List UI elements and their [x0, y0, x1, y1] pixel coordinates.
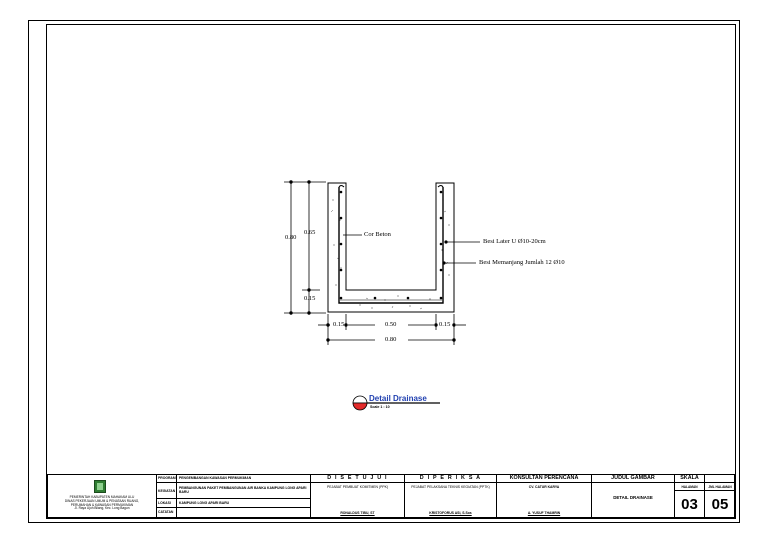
dim-right-wall: 0.15: [439, 321, 451, 328]
detail-title: Detail Drainase: [369, 394, 427, 403]
disetujui-header: D I S E T U J U I: [311, 474, 405, 483]
konsultan-name: A. YUSUF THAMRIN: [527, 511, 561, 515]
diperiksa-cell: [405, 483, 497, 518]
row-value-kegiatan: PEMBANGUNAN PAKET PEMBANGUNAN AIR BANKA KAMPUNG LONG APARI BARU: [177, 483, 311, 499]
jumlah-halaman-label: JML HALAMAN: [705, 483, 735, 491]
skala-value-cell: [705, 474, 735, 483]
label-besi-later: Besi Later U Ø10-20cm: [483, 238, 546, 245]
agency-cell: [47, 474, 157, 518]
diperiksa-header: D I P E R I K S A: [405, 474, 497, 483]
label-besi-memanjang: Besi Memanjang Jumlah 12 Ø10: [479, 259, 565, 266]
konsultan-company: CV. CATUR KARYA: [528, 485, 560, 489]
agency-logo-icon: [94, 480, 106, 493]
row-key-program: PROGRAM: [157, 474, 177, 483]
row-key-kegiatan: KEGIATAN: [157, 483, 177, 499]
row-value-program: PENGEMBANGAN KAWASAN PERMUKIMAN: [177, 474, 311, 483]
agency-line-3: PERUMAHAN & KAWASAN PERMUKIMAN: [70, 502, 134, 507]
agency-line-1: PEMERINTAH KABUPATEN MAHAKAM ULU: [69, 495, 135, 499]
stirrup-u-bar: [339, 187, 443, 303]
disetujui-name: RONALDUS TIBU, ST: [340, 511, 375, 515]
detail-scale: Scale 1 : 10: [370, 405, 390, 409]
halaman-label: HALAMAN: [675, 483, 705, 491]
title-block: [47, 474, 735, 518]
judul-header: JUDUL GAMBAR: [592, 474, 675, 483]
leader-lines: [343, 235, 480, 264]
label-cor-beton: Cor Beton: [364, 231, 391, 238]
disetujui-cell: [311, 483, 405, 518]
konsultan-cell: [497, 483, 592, 518]
row-value-catatan: [177, 508, 311, 518]
disetujui-role: PEJABAT PEMBUAT KOMITMEN (PPK): [327, 485, 388, 489]
jumlah-halaman-number: 05: [711, 496, 729, 513]
diperiksa-role: PEJABAT PELAKSANA TEKNIS KEGIATAN (PPTK): [411, 485, 490, 489]
row-key-catatan: CATATAN: [157, 508, 177, 518]
dim-base-thickness: 0.15: [304, 295, 316, 302]
dim-inner-width: 0.50: [385, 321, 397, 328]
row-value-lokasi: KAMPUNG LONG APARI BARU: [177, 499, 311, 508]
agency-line-2: DINAS PEKERJAAN UMUM & PENATAAN RUANG,: [64, 498, 140, 503]
agency-line-4: Jl. Raya Ujoh Bilang, Kec. Long Bagun: [74, 506, 130, 511]
diperiksa-name: KRISTOFORUS ASI, S.Sos: [429, 511, 472, 515]
skala-header: SKALA: [675, 474, 705, 483]
dim-total-height: 0.80: [285, 234, 297, 241]
halaman-number: 03: [675, 491, 705, 518]
longitudinal-bars: [340, 191, 443, 300]
judul-cell: [592, 483, 675, 518]
dim-wall-height: 0.65: [304, 229, 316, 236]
judul-value: DETAIL DRAINASE: [613, 495, 653, 500]
row-key-lokasi: LOKASI: [157, 499, 177, 508]
dim-total-width: 0.80: [385, 336, 397, 343]
dim-left-wall: 0.15: [333, 321, 345, 328]
concrete-section-outline: [328, 183, 454, 312]
konsultan-header: KONSULTAN PERENCANA: [497, 474, 592, 483]
